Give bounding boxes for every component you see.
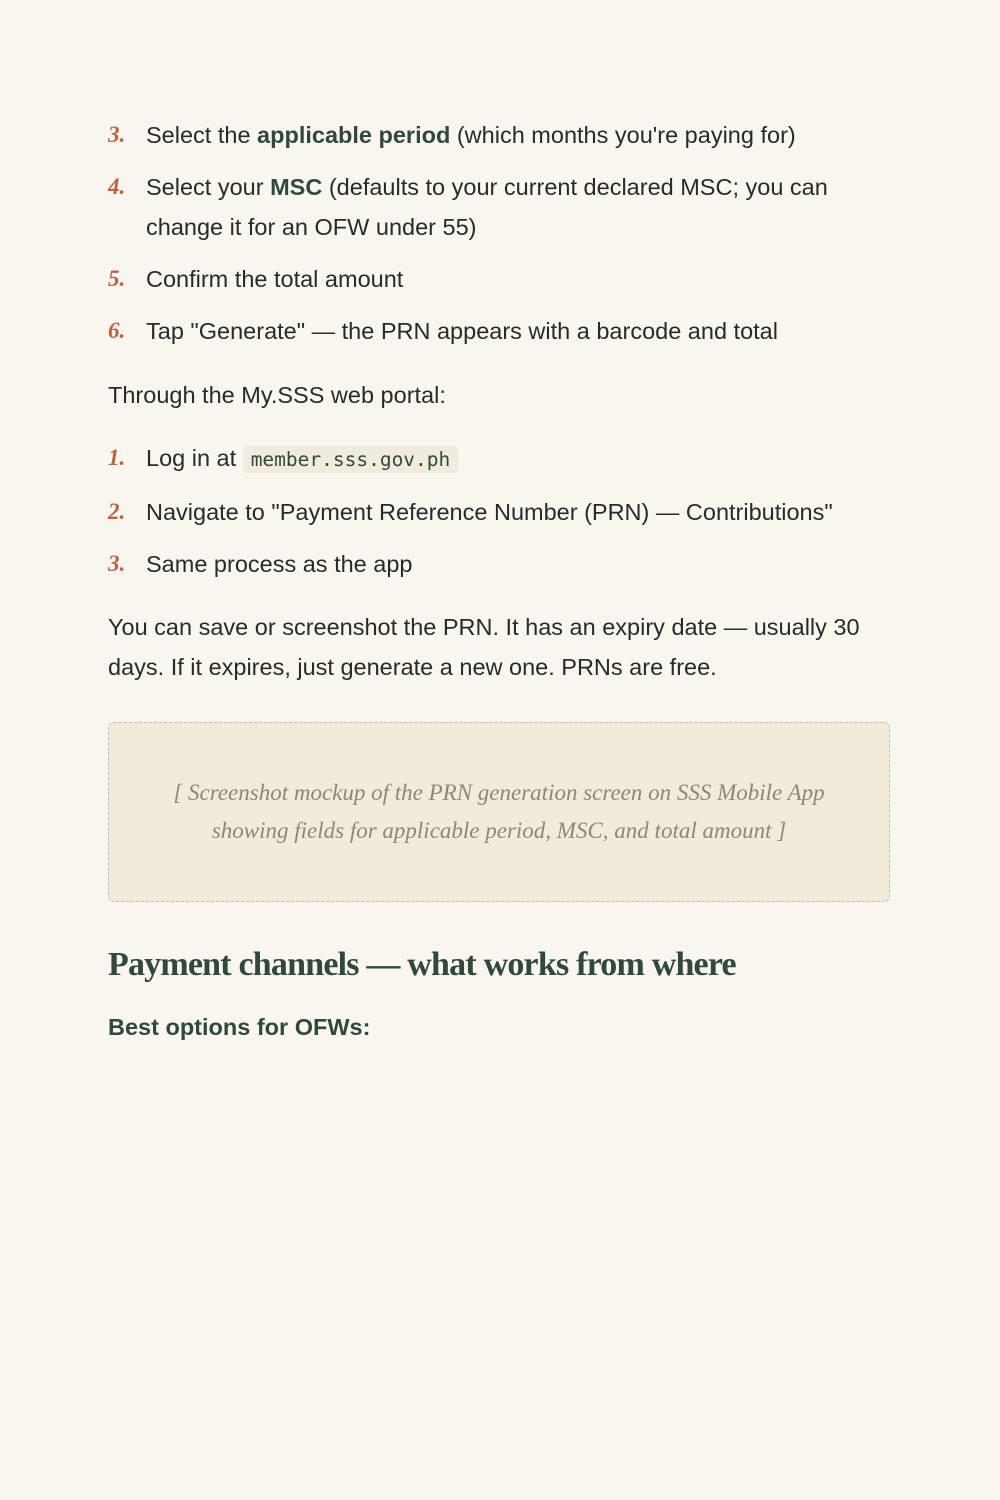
- list-item: 5. Confirm the total amount: [108, 259, 892, 299]
- list-item: 4. Select your MSC (defaults to your current declared MSC; you can change it for an OFW under 55): [108, 167, 892, 247]
- screenshot-placeholder: [108, 722, 890, 902]
- section-heading: Payment channels — what works from where: [108, 946, 736, 983]
- placeholder-caption: [ Screenshot mockup of the PRN generation screen on SSS Mobile App showing fields for applicable period, MSC, and total amount ]: [173, 780, 825, 843]
- bold-term: applicable period: [257, 122, 451, 148]
- list-item: 3. Select the applicable period (which months you're paying for): [108, 115, 892, 155]
- list-number: 6.: [108, 318, 126, 343]
- list-number: 3.: [108, 122, 126, 147]
- portal-url: member.sss.gov.ph: [243, 446, 459, 473]
- subheading: Best options for OFWs:: [108, 1014, 371, 1040]
- bold-term: MSC: [270, 174, 323, 200]
- app-steps-list: [108, 115, 892, 351]
- list-number: 4.: [108, 174, 126, 199]
- prn-expiry-note: You can save or screenshot the PRN. It has an expiry date — usually 30 days. If it expires, just generate a new one. PRNs are free.: [108, 614, 860, 680]
- list-number: 5.: [108, 266, 126, 291]
- list-item: 6. Tap "Generate" — the PRN appears with a barcode and total: [108, 311, 892, 351]
- web-portal-intro: Through the My.SSS web portal:: [108, 382, 446, 408]
- list-number: 1.: [108, 445, 126, 470]
- list-number: 3.: [108, 551, 126, 576]
- list-item: 3. Same process as the app: [108, 544, 892, 584]
- list-item: 2. Navigate to "Payment Reference Number (PRN) — Contributions": [108, 492, 892, 532]
- web-steps-list: [108, 438, 892, 584]
- list-item: 1. Log in at member.sss.gov.ph: [108, 438, 892, 480]
- list-number: 2.: [108, 499, 126, 524]
